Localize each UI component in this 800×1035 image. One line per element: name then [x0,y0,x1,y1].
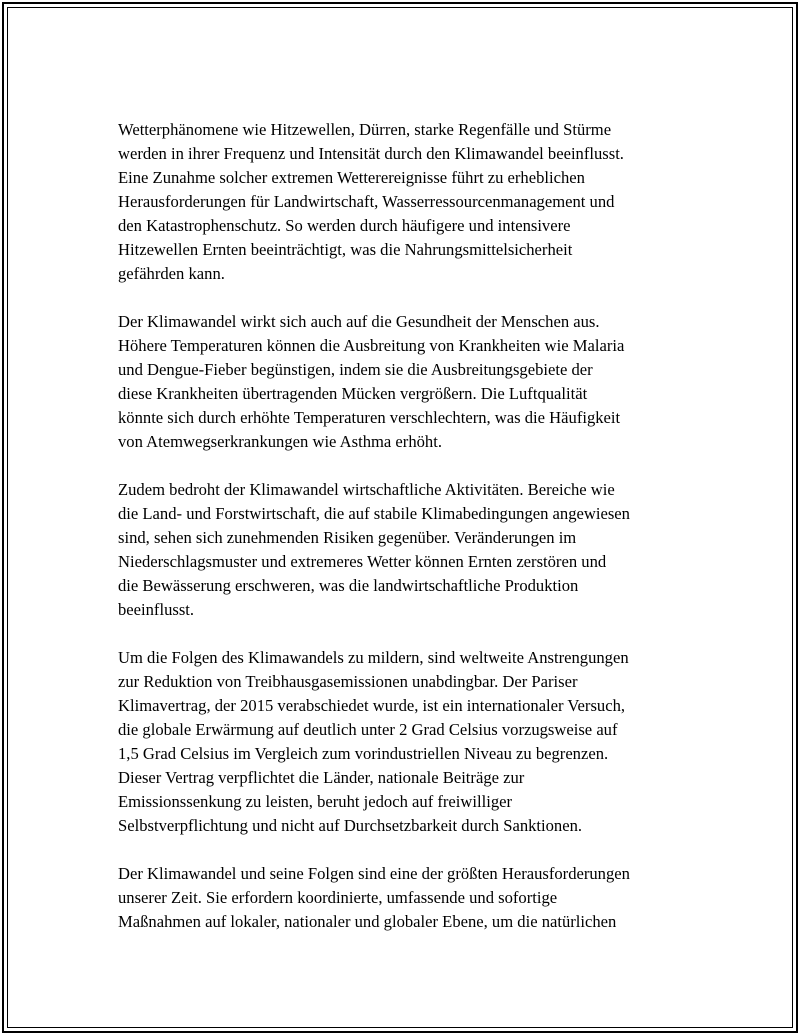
text-line: Herausforderungen für Landwirtschaft, Wasserressourcenmanagement und [118,192,615,211]
text-line: Zudem bedroht der Klimawandel wirtschaftliche Aktivitäten. Bereiche wie [118,480,615,499]
paragraph-extreme-weather [118,118,718,286]
text-line: den Katastrophenschutz. So werden durch häufigere und intensivere [118,216,571,235]
text-line: Selbstverpflichtung und nicht auf Durchsetzbarkeit durch Sanktionen. [118,816,583,835]
text-line: Klimavertrag, der 2015 verabschiedet wurde, ist ein internationaler Versuch, [118,696,626,715]
text-line: die Land- und Forstwirtschaft, die auf stabile Klimabedingungen angewiesen [118,504,630,523]
text-line: beeinflusst. [118,600,195,619]
text-line: Höhere Temperaturen können die Ausbreitung von Krankheiten wie Malaria [118,336,625,355]
text-line: Um die Folgen des Klimawandels zu mildern, sind weltweite Anstrengungen [118,648,629,667]
text-line: Emissionssenkung zu leisten, beruht jedoch auf freiwilliger [118,792,513,811]
paragraph-health [118,310,718,454]
text-line: Eine Zunahme solcher extremen Wetterereignisse führt zu erheblichen [118,168,585,187]
text-line: werden in ihrer Frequenz und Intensität durch den Klimawandel beeinflusst. [118,144,624,163]
text-line: Der Klimawandel wirkt sich auch auf die Gesundheit der Menschen aus. [118,312,600,331]
text-line: die Bewässerung erschweren, was die landwirtschaftliche Produktion [118,576,579,595]
paragraph-economy [118,478,718,622]
paragraph-paris-agreement [118,646,718,838]
text-line: die globale Erwärmung auf deutlich unter 2 Grad Celsius vorzugsweise auf [118,720,618,739]
text-line: diese Krankheiten übertragenden Mücken vergrößern. Die Luftqualität [118,384,588,403]
document-body [118,118,718,958]
text-line: unserer Zeit. Sie erfordern koordinierte, umfassende und sofortige [118,888,558,907]
text-line: Der Klimawandel und seine Folgen sind eine der größten Herausforderungen [118,864,630,883]
text-line: gefährden kann. [118,264,225,283]
text-line: Dieser Vertrag verpflichtet die Länder, nationale Beiträge zur [118,768,525,787]
text-line: und Dengue-Fieber begünstigen, indem sie die Ausbreitungsgebiete der [118,360,593,379]
text-line: 1,5 Grad Celsius im Vergleich zum vorindustriellen Niveau zu begrenzen. [118,744,609,763]
text-line: von Atemwegserkrankungen wie Asthma erhöht. [118,432,442,451]
text-line: Hitzewellen Ernten beeinträchtigt, was die Nahrungsmittelsicherheit [118,240,573,259]
paragraph-conclusion [118,862,718,934]
text-line: Maßnahmen auf lokaler, nationaler und globaler Ebene, um die natürlichen [118,912,617,931]
text-line: zur Reduktion von Treibhausgasemissionen unabdingbar. Der Pariser [118,672,578,691]
text-line: Wetterphänomene wie Hitzewellen, Dürren, starke Regenfälle und Stürme [118,120,612,139]
text-line: Niederschlagsmuster und extremeres Wetter können Ernten zerstören und [118,552,607,571]
text-line: sind, sehen sich zunehmenden Risiken gegenüber. Veränderungen im [118,528,577,547]
text-line: könnte sich durch erhöhte Temperaturen verschlechtern, was die Häufigkeit [118,408,621,427]
